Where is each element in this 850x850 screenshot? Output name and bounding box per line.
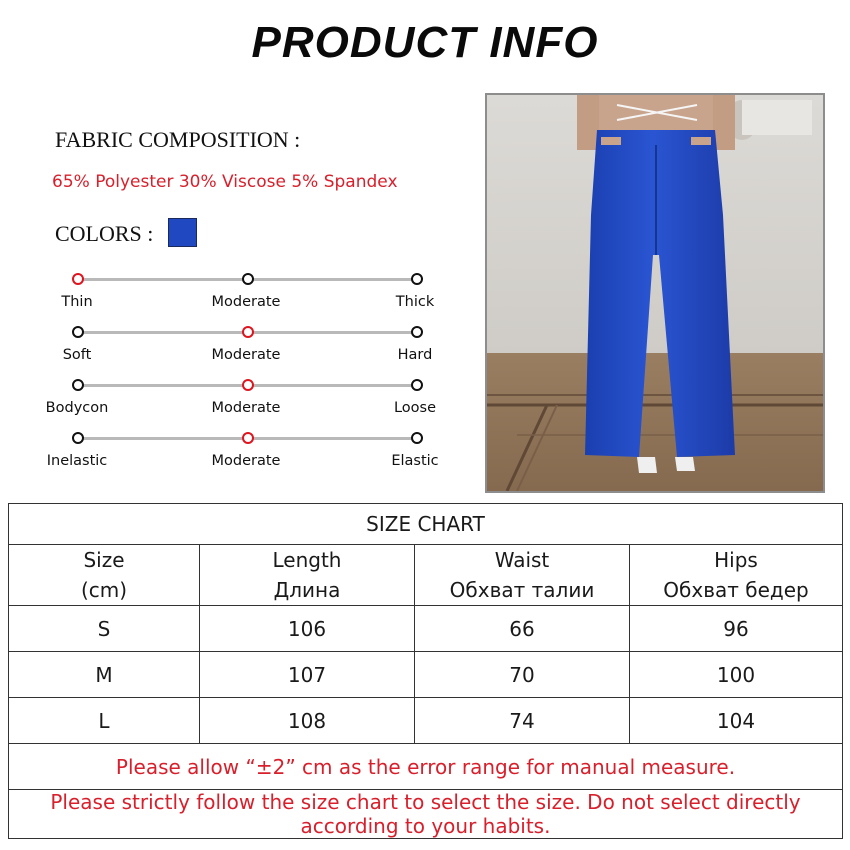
- column-header-line2: Обхват талии: [449, 578, 595, 602]
- column-header-line1: Hips: [714, 548, 758, 572]
- cell-size: L: [9, 698, 200, 744]
- scale-dot-left: [72, 326, 84, 338]
- cell-waist: 66: [415, 606, 630, 652]
- scale-dot-right: [411, 326, 423, 338]
- scale-dot-left: [72, 379, 84, 391]
- scale-label-left: Bodycon: [45, 400, 109, 416]
- cell-waist: 70: [415, 652, 630, 698]
- cell-hips: 100: [630, 652, 843, 698]
- table-row: [9, 606, 843, 652]
- column-header-length: [200, 545, 415, 606]
- color-swatch-blue[interactable]: [168, 218, 197, 247]
- scale-dot-middle: [242, 273, 254, 285]
- cell-waist: 74: [415, 698, 630, 744]
- table-row: [9, 652, 843, 698]
- cell-size: S: [9, 606, 200, 652]
- scale-dot-left: [72, 432, 84, 444]
- elasticity-scale: [40, 431, 460, 481]
- column-header-hips: [630, 545, 843, 606]
- size-chart-table: [8, 503, 843, 839]
- scale-dot-middle: [242, 379, 254, 391]
- size-chart-title: SIZE CHART: [9, 504, 843, 545]
- scale-label-right: Hard: [397, 347, 433, 363]
- cell-length: 108: [200, 698, 415, 744]
- product-photo: [485, 93, 825, 493]
- scale-dot-right: [411, 379, 423, 391]
- cell-length: 106: [200, 606, 415, 652]
- scale-label-right: Loose: [393, 400, 437, 416]
- scale-dot-middle: [242, 432, 254, 444]
- scale-label-middle: Moderate: [211, 347, 281, 363]
- column-header-size: [9, 545, 200, 606]
- scale-label-middle: Moderate: [211, 294, 281, 310]
- scale-label-left: Thin: [61, 294, 93, 310]
- scale-label-left: Inelastic: [46, 453, 108, 469]
- column-header-line1: Waist: [494, 548, 550, 572]
- colors-label: COLORS :: [55, 221, 154, 246]
- page-title: PRODUCT INFO: [251, 18, 599, 67]
- scale-label-left: Soft: [62, 347, 92, 363]
- fit-scale: [40, 378, 460, 428]
- column-header-line2: Длина: [273, 578, 341, 602]
- scale-label-middle: Moderate: [211, 453, 281, 469]
- cell-hips: 104: [630, 698, 843, 744]
- size-selection-note: Please strictly follow the size chart to select the size. Do not select directly according to your habits.: [9, 790, 843, 839]
- measurement-error-note: Please allow “±2” cm as the error range for manual measure.: [9, 744, 843, 790]
- column-header-line1: Length: [272, 548, 342, 572]
- cell-size: M: [9, 652, 200, 698]
- fabric-composition-value: 65% Polyester 30% Viscose 5% Spandex: [52, 172, 398, 192]
- scale-label-right: Elastic: [391, 453, 439, 469]
- cell-hips: 96: [630, 606, 843, 652]
- column-header-line2: Обхват бедер: [663, 578, 809, 602]
- scale-label-middle: Moderate: [211, 400, 281, 416]
- fabric-composition-label: FABRIC COMPOSITION :: [55, 127, 301, 152]
- scale-label-right: Thick: [395, 294, 435, 310]
- scale-dot-middle: [242, 326, 254, 338]
- column-header-line2: (cm): [80, 578, 128, 602]
- column-header-line1: Size: [83, 548, 125, 572]
- thickness-scale: [40, 272, 460, 322]
- scale-dot-right: [411, 273, 423, 285]
- scale-dot-right: [411, 432, 423, 444]
- table-row: [9, 698, 843, 744]
- column-header-waist: [415, 545, 630, 606]
- scale-dot-left: [72, 273, 84, 285]
- cell-length: 107: [200, 652, 415, 698]
- softness-scale: [40, 325, 460, 375]
- product-photo-illustration: [487, 95, 823, 491]
